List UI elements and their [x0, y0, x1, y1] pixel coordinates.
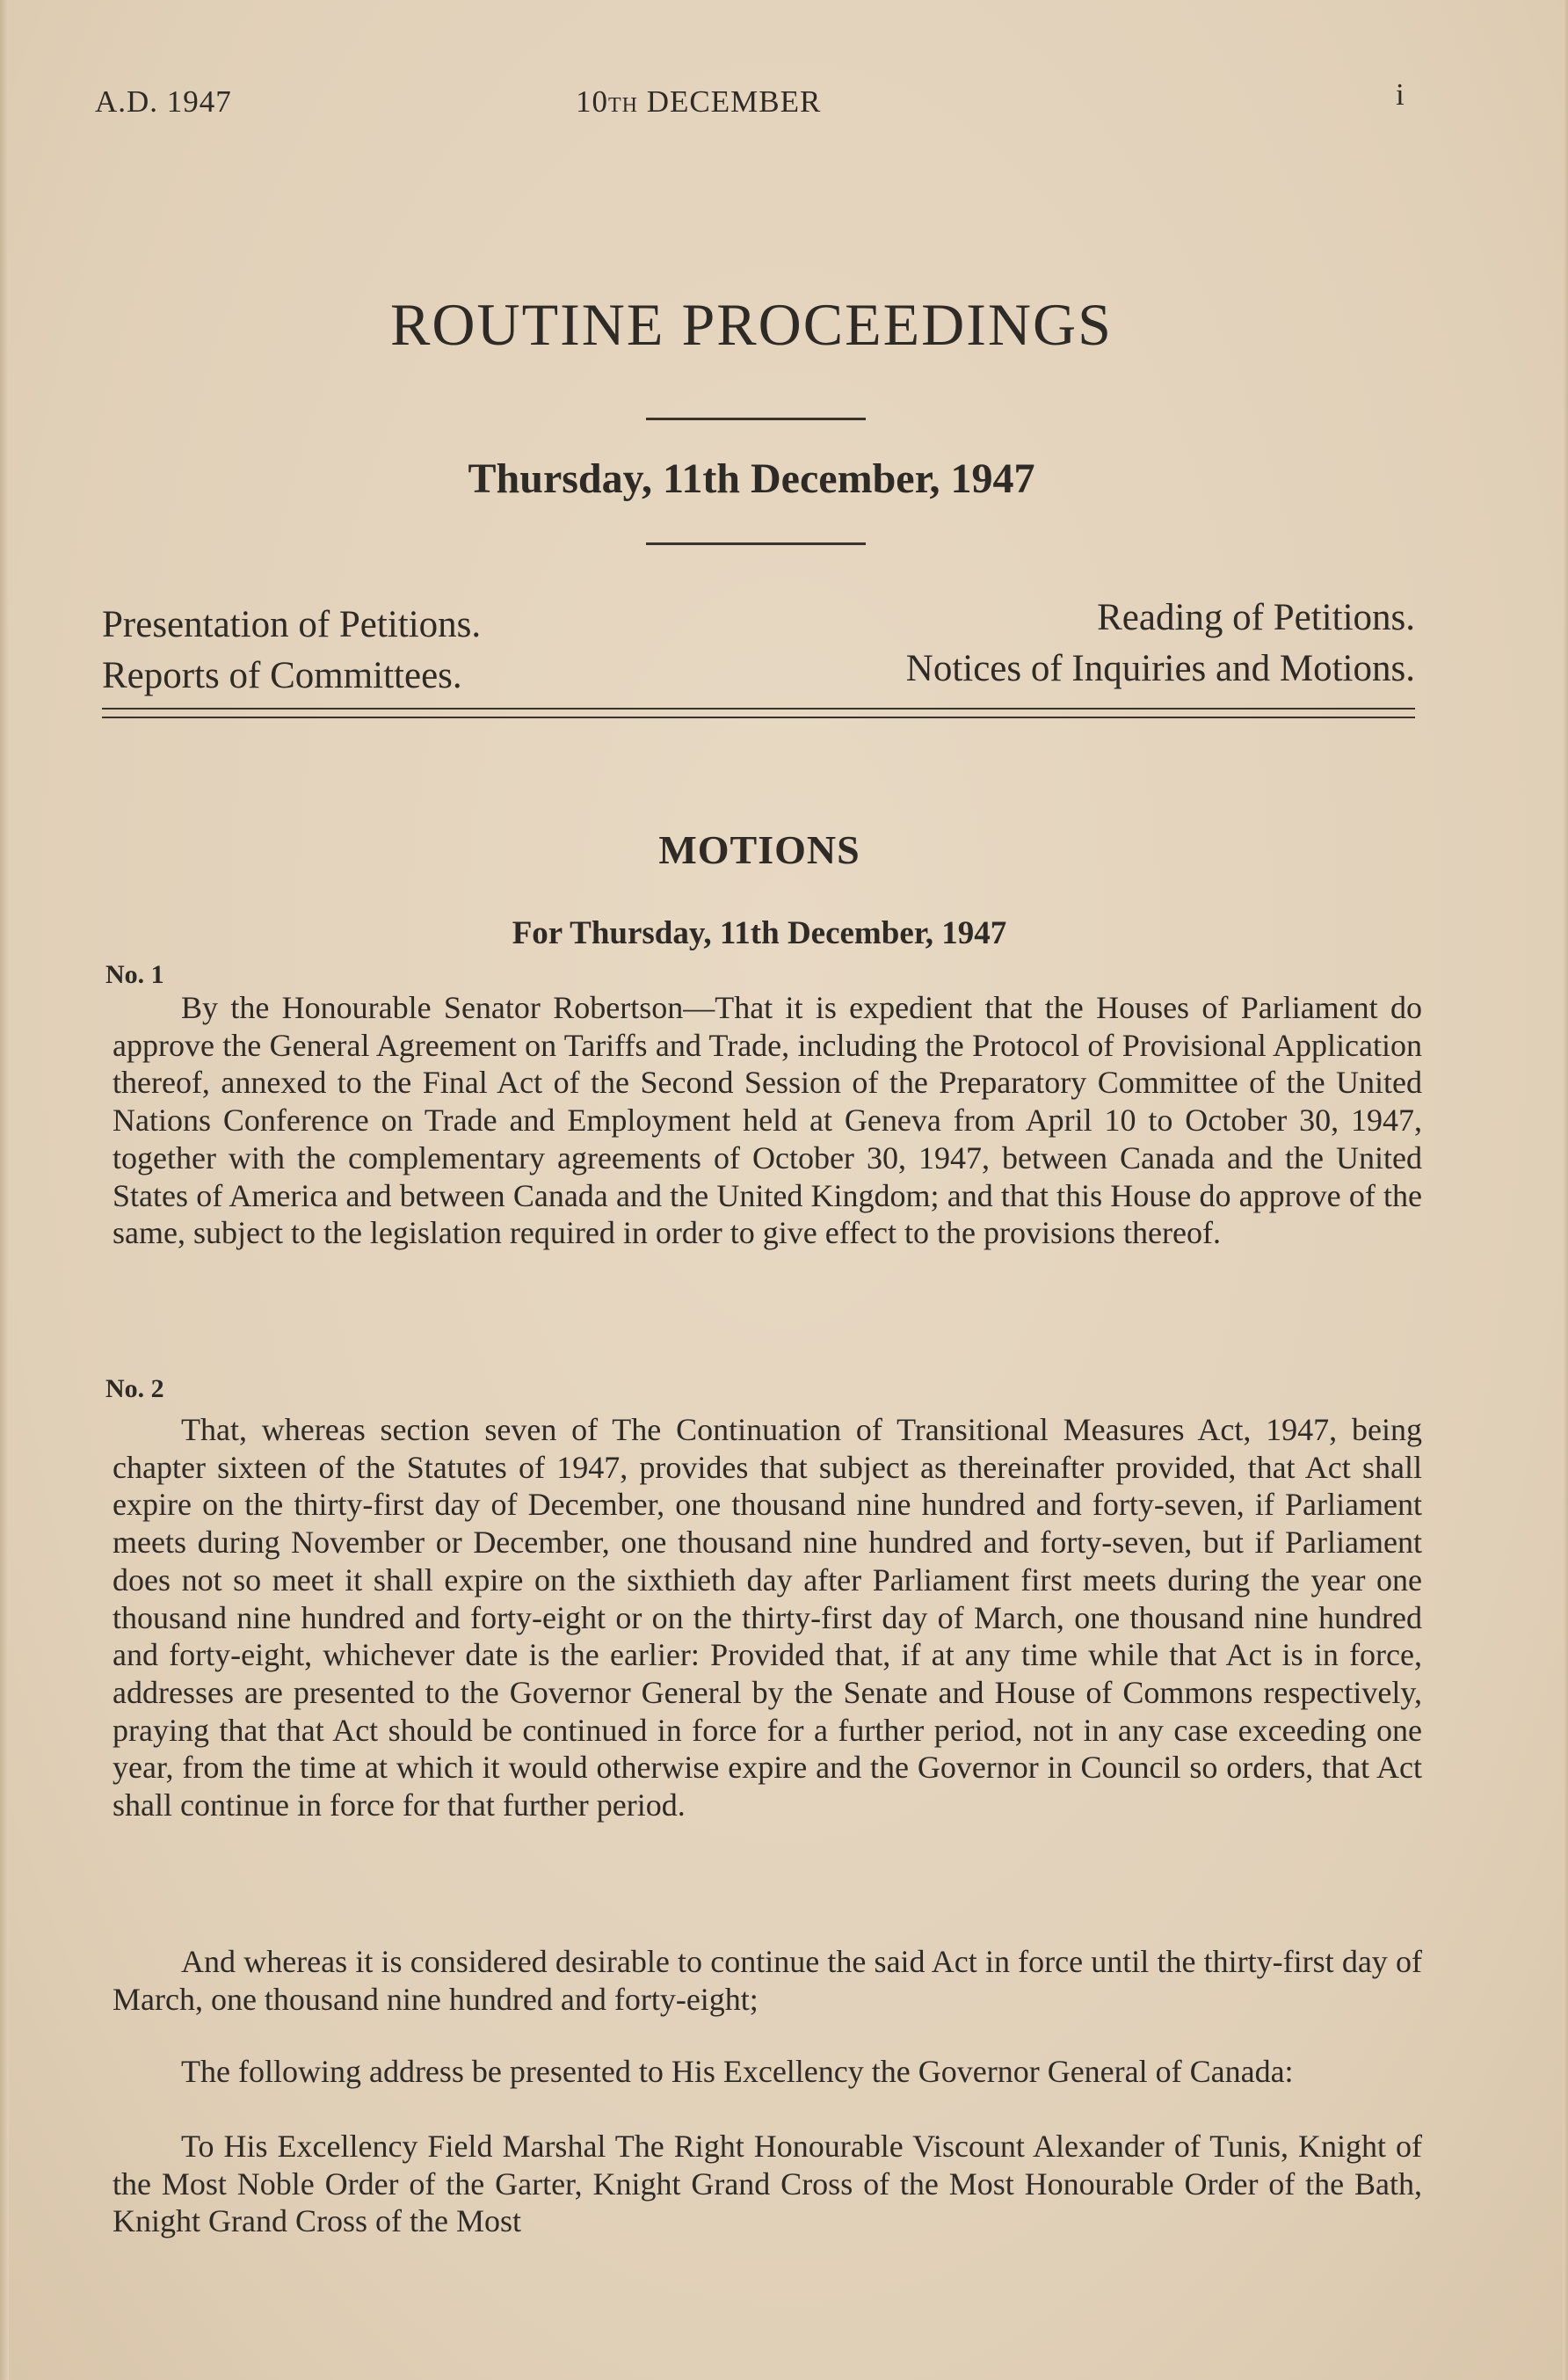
- page-edge-shadow: [1563, 0, 1568, 2380]
- motions-subheading: For Thursday, 11th December, 1947: [512, 915, 1007, 951]
- motion-paragraph: To His Excellency Field Marshal The Right Honourable Viscount Alexander of Tunis, Knight of the Most Noble Order of the Garter, Knight Grand Cross of the Most Honourable Order of the Bath, Knight Grand Cross of the Most: [113, 2129, 1422, 2239]
- proceeding-item: Notices of Inquiries and Motions.: [905, 648, 1415, 689]
- proceedings-date: Thursday, 11th December, 1947: [468, 455, 1035, 502]
- motion-paragraph: By the Honourable Senator Robertson—That it is expedient that the Houses of Parliament do approve the General Agreement on Tariffs and Trade, including the Protocol of Provisional Application thereof, annexed to the Final Act of the Second Session of the Preparatory Committee of the United Nations Conference on Trade and Employment held at Geneva from April 10 to October 30, 1947, together with the complementary agreements of October 30, 1947, between Canada and the United States of America and between Canada and the United Kingdom; and that this House do approve of the same, subject to the legislation required in order to give effect to the provisions thereof.: [113, 990, 1422, 1251]
- motion-paragraph: That, whereas section seven of The Continuation of Transitional Measures Act, 1947, being chapter sixteen of the Statutes of 1947, provides that subject as thereinafter provided, that Act shall expire on the thirty-first day of December, one thousand nine hundred and forty-seven, if Parliament meets during November or December, one thousand nine hundred and forty-seven, but if Parliament does not so meet it shall expire on the sixthieth day after Parliament first meets during the year one thousand nine hundred and forty-eight or on the thirty-first day of March, one thousand nine hundred and forty-eight, whichever date is the earlier: Provided that, if at any time while that Act is in force, addresses are presented to the Governor General by the Senate and House of Commons respectively, praying that that Act should be continued in force for a further period, not in any case exceeding one year, from the time at which it would otherwise expire and the Governor in Council so orders, that Act shall continue in force for that further period.: [113, 1412, 1422, 1823]
- proceeding-item: Reports of Committees.: [102, 655, 462, 696]
- section-double-rule: [102, 708, 1415, 718]
- proceedings-left-column: [102, 600, 481, 702]
- proceeding-item: Presentation of Petitions.: [102, 604, 482, 645]
- motion-number: No. 2: [105, 1374, 164, 1403]
- header-date: 10TH DECEMBER: [576, 84, 822, 119]
- page-title: ROUTINE PROCEEDINGS: [390, 291, 1113, 358]
- proceeding-item: Reading of Petitions.: [1097, 597, 1415, 638]
- page-number: i: [1396, 77, 1405, 112]
- motions-heading: MOTIONS: [658, 827, 860, 872]
- motion-paragraph: The following address be presented to His Excellency the Governor General of Canada:: [181, 2054, 1294, 2089]
- proceedings-right-column: [906, 593, 1415, 695]
- title-rule: [646, 418, 866, 420]
- motion-paragraph: And whereas it is considered desirable to continue the said Act in force until the thirty-first day of March, one thousand nine hundred and forty-eight;: [113, 1944, 1422, 2017]
- motion-number: No. 1: [105, 960, 164, 989]
- header-year: A.D. 1947: [95, 84, 232, 119]
- date-rule: [646, 542, 866, 545]
